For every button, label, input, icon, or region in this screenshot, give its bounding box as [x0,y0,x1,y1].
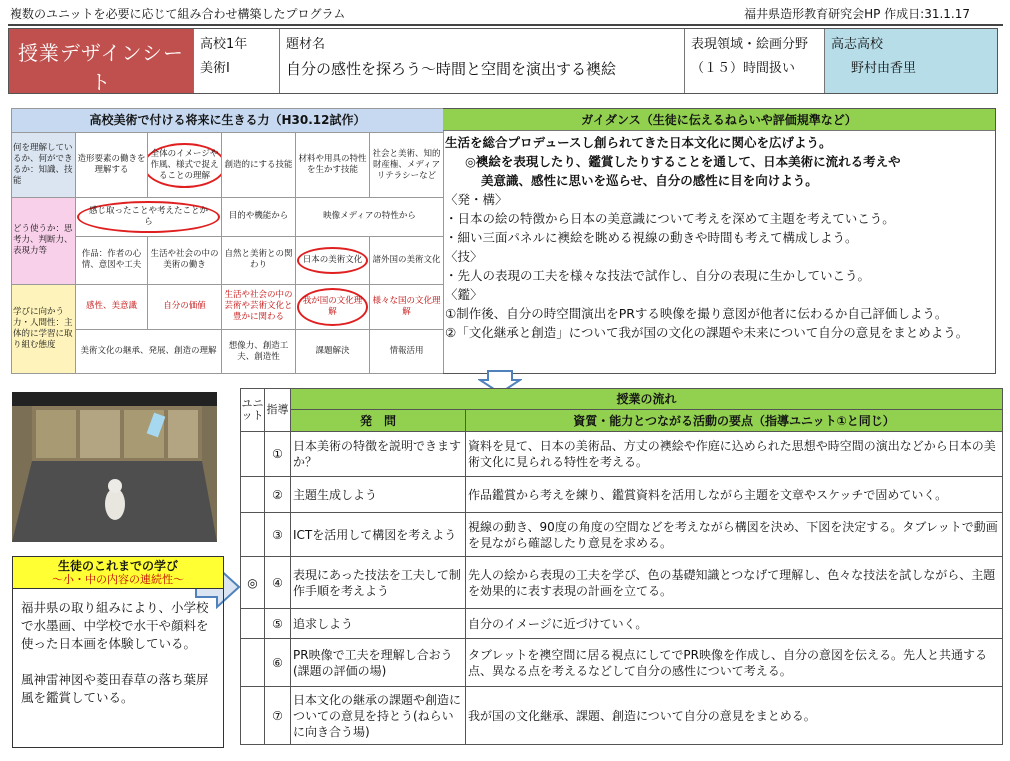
prior-learning-title: 生徒のこれまでの学び [57,559,178,573]
row-activity: 先人の絵から表現の工夫を学び、色の基礎知識とつなげて理解し、色々な技法を試しながら、主題を効果的に表す表現の計画を立てる。 [466,557,1003,609]
row-mark: ◎ [241,557,265,609]
guidance-line: 美意識、感性に思いを巡らせ、自分の感性に目を向けよう。 [481,173,818,188]
artwork-photo [12,392,217,542]
theme-box [280,29,685,93]
row-question: 日本文化の継承の課題や創造についての意見を持とう(ねらいに向き合う場) [291,687,466,745]
program-description: 複数のユニットを必要に応じて組み合わせ構築したプログラム [10,7,346,21]
circled-ability: 我が国の文化理解 [297,288,368,326]
row-activity: 我が国の文化継承、課題、創造について自分の意見をまとめる。 [466,687,1003,745]
table-row [241,639,1003,687]
ability-cell: 映像メディアの特性から [296,198,444,236]
sheet-title: 授業デザインシート [17,41,185,94]
guidance-line: ・細い三面パネルに襖絵を眺める視線の動きや時間も考えて構成しよう。 [445,230,858,245]
guidance-line: ①制作後、自分の時空間演出をPRする映像を撮り意図が他者に伝わるか自己評価しよう。 [445,306,948,321]
row-label-thinking: どう使うか：思考力、判断力、表現力等 [12,198,76,284]
ability-cell: 社会と美術、知的財産権、メディアリテラシーなど [370,132,444,197]
ability-cell: 諸外国の美術文化 [370,236,444,284]
col-unit: ユニット [241,389,265,432]
table-row [241,477,1003,513]
ability-cell: 感性、美意識 [76,284,148,330]
row-number: ⑦ [265,687,291,745]
ability-cell: 自然と美術との関わり [222,236,296,284]
row-activity: 視線の動き、90度の角度の空間などを考えながら構図を決め、下図を決定する。タブレットで動画を見ながら確認したり意見を求める。 [466,513,1003,557]
lesson-flow-table [240,388,1003,745]
school-box [825,29,997,93]
row-label-knowledge: 何を理解しているか、何ができるか：知識、技能 [12,132,76,197]
ability-cell: 自分の価値 [148,284,222,330]
ability-cell: 生活や社会の中の美術の働き [148,236,222,284]
table-row [241,609,1003,639]
table-row [241,513,1003,557]
ability-cell: 情報活用 [370,330,444,374]
ability-cell: 美術文化の継承、発展、創造の理解 [76,330,222,374]
subject: 美術Ⅰ [200,61,230,76]
row-number: ⑤ [265,609,291,639]
teacher: 野村由香里 [851,61,917,76]
row-label-attitude: 学びに向かう力・人間性：主体的に学習に取り組む態度 [12,284,76,373]
ability-cell: 目的や機能から [222,198,296,236]
school: 高志高校 [831,37,884,52]
guidance-line: 〈発・構〉 [445,192,508,207]
row-question: ICTを活用して構図を考えよう [291,513,466,557]
row-activity: 資料を見て、日本の美術品、方丈の襖絵や作庭に込められた思想や時空間の演出などから日本の美術文化に見られる特性を考える。 [466,432,1003,477]
row-mark [241,477,265,513]
guidance-line: ◎襖絵を表現したり、鑑賞したりすることを通して、日本美術に流れる考えや [465,154,901,169]
ability-cell: 想像力、創造工夫、創造性 [222,330,296,374]
flow-header: 授業の流れ [291,389,1003,410]
prior-learning-box [12,556,224,748]
miniature-room-image [12,392,217,542]
ability-cell: 作品：作者の心情、意図や工夫 [76,236,148,284]
guidance-line: 生活を総合プロデュースし創られてきた日本文化に関心を広げよう。 [445,135,832,150]
circled-ability: 日本の美術文化 [297,247,368,274]
ability-cell [296,284,370,330]
circled-ability: 感じ取ったことや考えたことから [77,201,220,233]
row-question: 日本美術の特徴を説明できますか？ [291,432,466,477]
circled-ability: 全体のイメージや作風、様式で捉えることの理解 [148,143,222,188]
col-question: 発 問 [291,410,466,432]
hours: （１５）時間扱い [691,61,796,76]
row-question: PR映像で工夫を理解し合おう(課題の評価の場) [291,639,466,687]
row-activity: 作品鑑賞から考えを練り、鑑賞資料を活用しながら主題を文章やスケッチで固めていく。 [466,477,1003,513]
guidance-line: ②「文化継承と創造」について我が国の文化の課題や未来について自分の意見をまとめよう。 [445,325,969,340]
row-number: ④ [265,557,291,609]
row-number: ③ [265,513,291,557]
row-question: 表現にあった技法を工夫して制作手順を考えよう [291,557,466,609]
guidance-line: ・日本の絵の特徴から日本の美意識について考えを深めて主題を考えていこう。 [445,211,895,226]
prior-learning-text: 風神雷神図や菱田春草の落ち葉屏風を鑑賞している。 [21,672,209,705]
col-guide: 指導 [265,389,291,432]
source-and-date: 福井県造形教育研究会HP 作成日:31.1.17 [744,7,970,21]
row-number: ② [265,477,291,513]
abilities-table [11,108,444,374]
guidance-header: ガイダンス（生徒に伝えるねらいや評価規準など） [443,109,995,131]
ability-cell: 材料や用具の特性を生かす技能 [296,132,370,197]
header-bar [8,28,998,94]
row-mark [241,432,265,477]
guidance-panel [443,108,996,374]
category-box [685,29,825,93]
row-mark [241,639,265,687]
grade: 高校1年 [200,37,248,52]
row-mark [241,513,265,557]
ability-cell: 創造的にする技能 [222,132,296,197]
theme-title: 自分の感性を探ろう～時間と空間を演出する襖絵 [286,60,617,78]
divider [8,24,1003,26]
row-question: 追求しよう [291,609,466,639]
abilities-header: 高校美術で付ける将来に生きる力（H30.12試作） [12,109,444,133]
grade-box [194,29,280,93]
theme-label: 題材名 [286,37,326,52]
row-mark [241,687,265,745]
row-activity: タブレットを襖空間に居る視点にしてでPR映像を作成し、自分の意図を伝える。先人と共通する点、異なる点を考えるなどして自分の感性について考える。 [466,639,1003,687]
ability-cell [76,198,222,236]
row-number: ⑥ [265,639,291,687]
prior-learning-text: 福井県の取り組みにより、小学校で水墨画、中学校で水干や顔料を使った日本画を体験している。 [21,600,209,651]
col-activity: 資質・能力とつながる活動の要点（指導ユニット①と同じ） [466,410,1003,432]
row-activity: 自分のイメージに近づけていく。 [466,609,1003,639]
guidance-line: ・先人の表現の工夫を様々な技法で試作し、自分の表現に生かしていこう。 [445,268,871,283]
row-mark [241,609,265,639]
row-number: ① [265,432,291,477]
ability-cell: 生活や社会の中の芸術や芸術文化と豊かに関わる [222,284,296,330]
sheet-title-box [9,29,194,93]
table-row [241,687,1003,745]
ability-cell: 造形要素の働きを理解する [76,132,148,197]
row-question: 主題生成しよう [291,477,466,513]
prior-learning-subtitle: ～小・中の内容の連続性～ [52,573,184,586]
ability-cell: 課題解決 [296,330,370,374]
ability-cell [296,236,370,284]
category: 表現領域・絵画分野 [691,37,809,52]
guidance-line: 〈技〉 [445,249,483,264]
ability-cell: 様々な国の文化理解 [370,284,444,330]
guidance-line: 〈鑑〉 [445,287,483,302]
table-row [241,432,1003,477]
ability-cell [148,132,222,197]
table-row [241,557,1003,609]
